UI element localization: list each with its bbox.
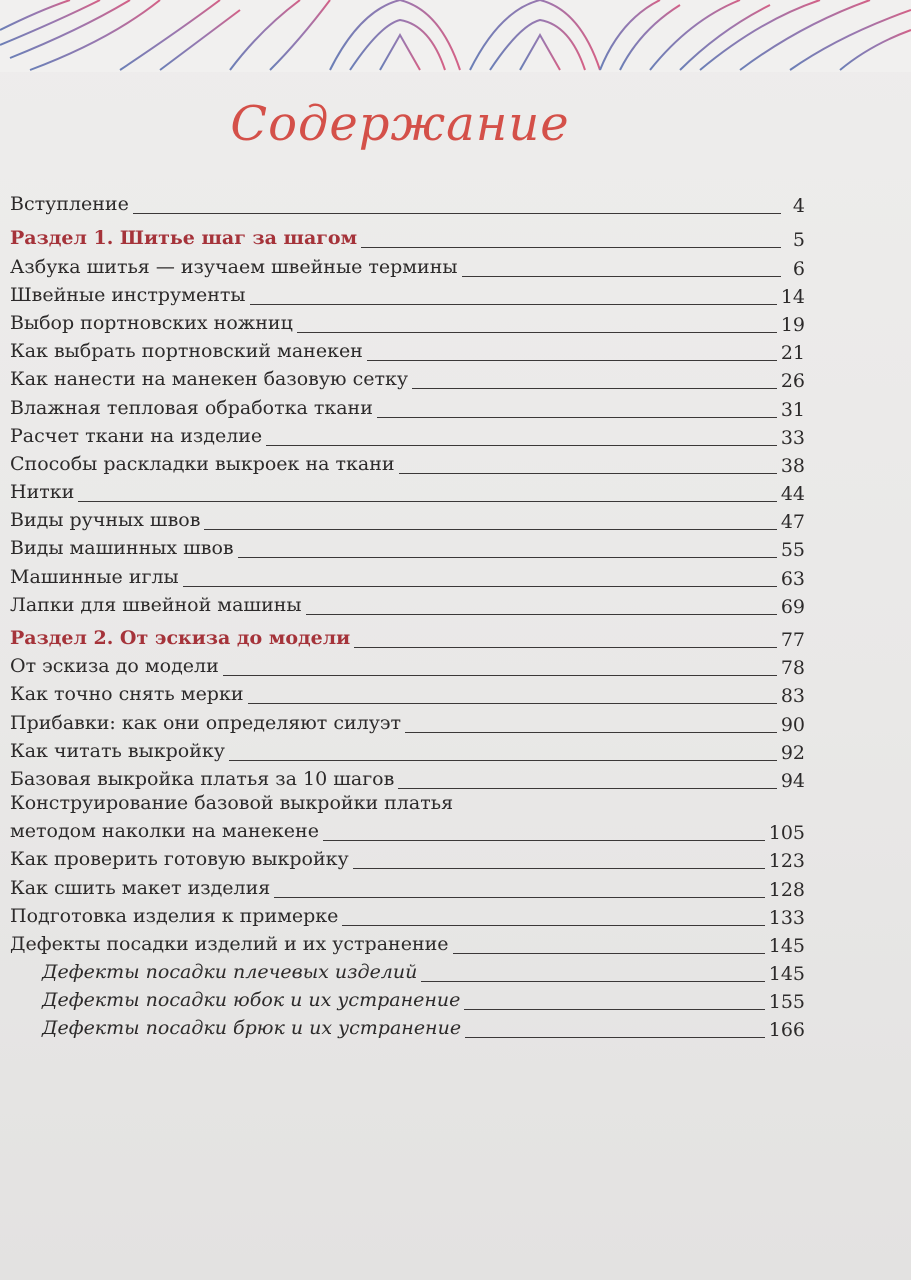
toc-entry: [10, 562, 805, 590]
toc-entry: [10, 337, 805, 365]
toc-entry-title: Раздел 1. Шитье шаг за шагом: [10, 227, 358, 250]
toc-page-number: 26: [780, 370, 805, 393]
toc-entry-title: Раздел 2. От эскиза до модели: [10, 627, 351, 649]
dot-leader-line: [361, 247, 781, 248]
dot-leader-line: [248, 703, 777, 704]
toc-entry: [10, 450, 805, 478]
dot-leader-line: [250, 304, 777, 305]
toc-page-number: 19: [780, 313, 805, 336]
toc-page-number: 4: [792, 195, 805, 218]
toc-entry-title: Машинные иглы: [10, 565, 179, 588]
dot-leader-line: [353, 868, 765, 869]
toc-page-number: 83: [780, 685, 805, 708]
dot-leader-line: [238, 557, 777, 558]
dot-leader-line: [398, 788, 776, 789]
toc-entry: [10, 817, 805, 845]
toc-page-number: 128: [768, 878, 805, 901]
toc-entry-title: Виды ручных швов: [10, 509, 201, 532]
dot-leader-line: [204, 529, 776, 530]
toc-entry: [10, 478, 805, 506]
dot-leader-line: [274, 897, 764, 898]
toc-entry: [10, 591, 805, 619]
dot-leader-line: [342, 925, 764, 926]
toc-page-number: 44: [780, 483, 805, 506]
toc-page-number: 145: [768, 934, 805, 957]
toc-entry: [10, 930, 805, 958]
toc-entry: [10, 252, 805, 280]
toc-page-number: 94: [780, 769, 805, 792]
toc-entry: [10, 422, 805, 450]
toc-page-number: 31: [780, 398, 805, 421]
toc-page-number: 78: [780, 657, 805, 680]
toc-entry: [10, 281, 805, 309]
table-of-contents: [10, 190, 805, 1042]
toc-entry: [10, 902, 805, 930]
dot-leader-line: [229, 760, 777, 761]
toc-entry-title: Швейные инструменты: [10, 283, 246, 306]
toc-page-number: 133: [768, 906, 805, 929]
toc-entry: [10, 1014, 805, 1042]
toc-entry-title: Влажная тепловая обработка ткани: [10, 396, 373, 419]
toc-page-number: 155: [768, 991, 805, 1014]
dot-leader-line: [462, 276, 781, 277]
toc-entry: [10, 958, 805, 986]
toc-page-number: 47: [780, 511, 805, 534]
toc-page-number: 5: [792, 229, 805, 252]
toc-entry: [10, 534, 805, 562]
toc-entry-title: Расчет ткани на изделие: [10, 424, 263, 447]
toc-entry: [10, 680, 805, 708]
toc-page-number: 33: [780, 426, 805, 449]
toc-entry-title: Нитки: [10, 481, 75, 504]
toc-entry-title: Как нанести на манекен базовую сетку: [10, 368, 409, 391]
toc-page-number: 21: [780, 342, 805, 365]
dot-leader-line: [354, 647, 777, 648]
dot-leader-line: [133, 213, 781, 214]
toc-entry: [10, 309, 805, 337]
toc-page-number: 69: [780, 595, 805, 618]
toc-entry-title: методом наколки на манекене: [10, 820, 319, 843]
toc-entry-title: Дефекты посадки плечевых изделий: [42, 961, 418, 984]
toc-page-number: 55: [780, 539, 805, 562]
toc-entry-title: Базовая выкройка платья за 10 шагов: [10, 767, 395, 790]
toc-entry-title: Вступление: [10, 193, 129, 216]
toc-entry: [10, 793, 805, 817]
dot-leader-line: [465, 1037, 765, 1038]
toc-entry: [10, 708, 805, 736]
toc-entry-title: Дефекты посадки юбок и их устранение: [42, 989, 461, 1012]
toc-entry-title: Лапки для швейной машины: [10, 593, 302, 616]
toc-entry-title: Подготовка изделия к примерке: [10, 904, 339, 927]
toc-entry: [10, 986, 805, 1014]
toc-entry-title: От эскиза до модели: [10, 655, 219, 678]
dot-leader-line: [377, 417, 777, 418]
dot-leader-line: [421, 981, 764, 982]
toc-page-number: 92: [780, 741, 805, 764]
toc-entry-title: Способы раскладки выкроек на ткани: [10, 452, 395, 475]
toc-entry-title: Дефекты посадки брюк и их устранение: [42, 1017, 462, 1040]
mandala-ornament: [0, 0, 911, 72]
toc-entry: [10, 365, 805, 393]
toc-page-number: 63: [780, 567, 805, 590]
toc-page-number: 6: [792, 257, 805, 280]
toc-entry-title: Конструирование базовой выкройки платья: [10, 791, 454, 814]
toc-entry-title: Как точно снять мерки: [10, 683, 244, 706]
toc-entry-title: Виды машинных швов: [10, 537, 234, 560]
toc-page-number: 38: [780, 454, 805, 477]
toc-entry: [10, 845, 805, 873]
dot-leader-line: [405, 732, 777, 733]
toc-entry: [10, 652, 805, 680]
dot-leader-line: [453, 953, 765, 954]
toc-entry: [10, 190, 805, 218]
dot-leader-line: [223, 675, 777, 676]
toc-entry-title: Как читать выкройку: [10, 739, 225, 762]
toc-page-number: 123: [768, 850, 805, 873]
dot-leader-line: [306, 614, 777, 615]
toc-entry: [10, 873, 805, 901]
toc-entry-title: Как выбрать портновский манекен: [10, 340, 363, 363]
toc-page-number: 166: [768, 1019, 805, 1042]
toc-page-number: 77: [780, 629, 805, 651]
toc-entry-title: Как сшить макет изделия: [10, 876, 271, 899]
toc-page-number: 105: [768, 822, 805, 845]
dot-leader-line: [78, 501, 777, 502]
toc-entry: [10, 737, 805, 765]
dot-leader-line: [464, 1009, 764, 1010]
toc-entry: [10, 506, 805, 534]
toc-entry-title: Как проверить готовую выкройку: [10, 848, 349, 871]
toc-entry-title: Выбор портновских ножниц: [10, 311, 293, 334]
dot-leader-line: [183, 586, 777, 587]
toc-entry-title: Дефекты посадки изделий и их устранение: [10, 932, 449, 955]
toc-page-number: 145: [768, 963, 805, 986]
toc-page-number: 90: [780, 713, 805, 736]
dot-leader-line: [323, 840, 765, 841]
dot-leader-line: [266, 445, 777, 446]
toc-entry: [10, 393, 805, 421]
dot-leader-line: [412, 388, 777, 389]
page-title: Содержание: [230, 96, 570, 152]
toc-entry-title: Азбука шитья — изучаем швейные термины: [10, 255, 458, 278]
toc-page-number: 14: [780, 285, 805, 308]
ornament-svg: [0, 0, 911, 72]
dot-leader-line: [297, 332, 777, 333]
toc-section-heading: [10, 224, 805, 252]
toc-section-heading: [10, 624, 805, 652]
dot-leader-line: [399, 473, 777, 474]
dot-leader-line: [367, 360, 777, 361]
toc-entry: [10, 765, 805, 793]
toc-entry-title: Прибавки: как они определяют силуэт: [10, 711, 402, 734]
